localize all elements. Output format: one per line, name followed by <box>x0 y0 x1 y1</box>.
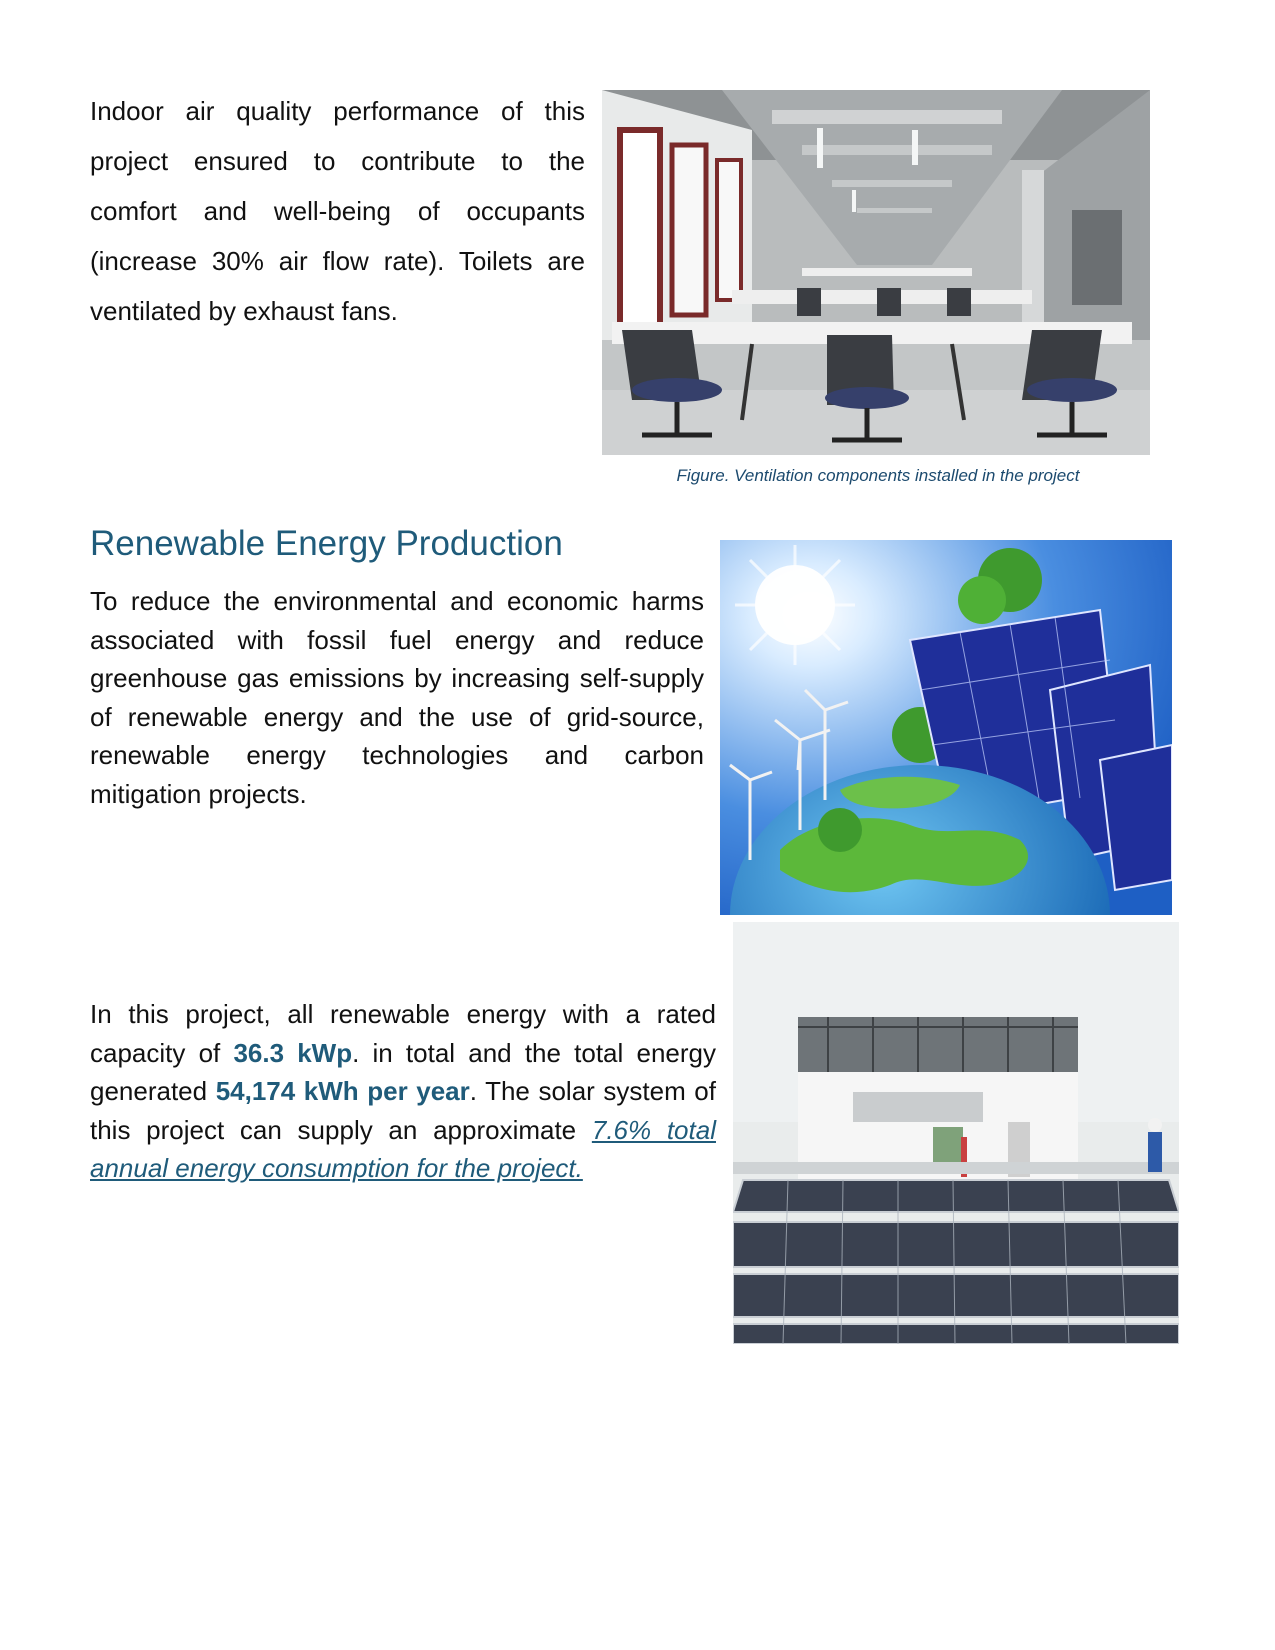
solar-globe-illustration <box>720 540 1172 915</box>
project-paragraph <box>90 995 716 1188</box>
office-ventilation-photo <box>602 90 1150 455</box>
energy-share-link[interactable]: 7.6% total annual energy consumption for the project. <box>90 1114 716 1183</box>
project-text-part3: . The solar system of this project can supply an approximate <box>90 1076 716 1145</box>
ventilation-paragraph: Indoor air quality performance of this project ensured to contribute to the comfort and well-being of occupants (increase 30% air flow rate). Toilets are ventilated by exhaust fans. <box>90 96 585 326</box>
renewable-paragraph: To reduce the environmental and economic harms associated with fossil fuel energy and reduce greenhouse gas emissions by increasing self-supply of renewable energy and the use of grid-source, renewable energy technologies and carbon mitigation projects. <box>90 586 704 809</box>
rated-capacity-value: 36.3 kWp <box>233 1037 353 1068</box>
figure-caption: Figure. Ventilation components installed in the project <box>676 466 1080 485</box>
section-heading: Renewable Energy Production <box>90 524 563 563</box>
annual-energy-value: 54,174 kWh per year <box>215 1076 470 1106</box>
project-text-part2: . in total and the total energy generated <box>90 1037 716 1106</box>
rooftop-solar-photo <box>733 922 1179 1344</box>
project-text-part1: In this project, all renewable energy with a rated capacity of <box>90 999 716 1068</box>
